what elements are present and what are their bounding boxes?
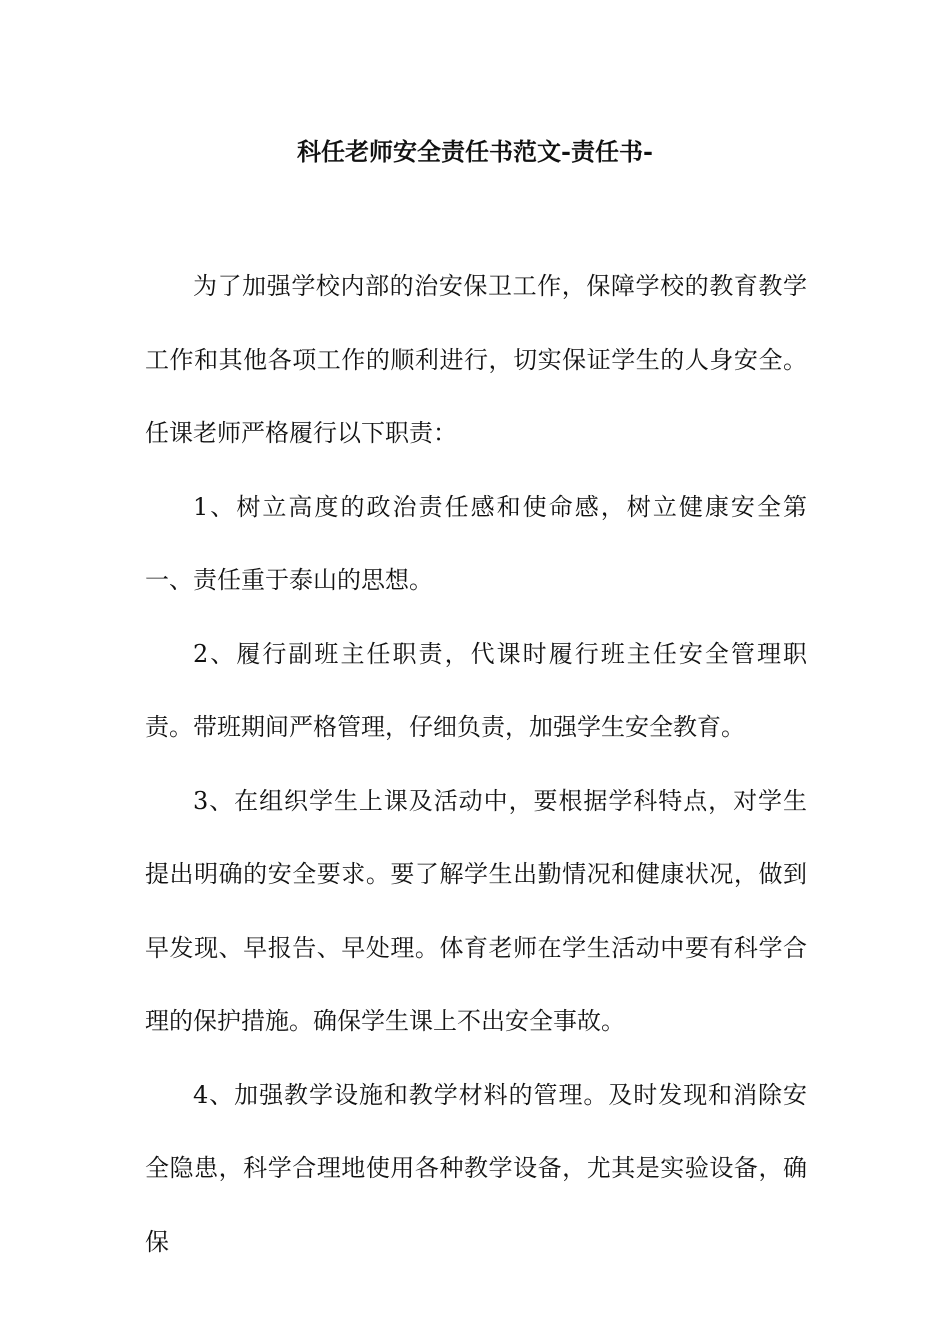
paragraph-item-3: 3、在组织学生上课及活动中，要根据学科特点，对学生提出明确的安全要求。要了解学生出勤情况和健康状况，做到早发现、早报告、早处理。体育老师在学生活动中要有科学合理的保护措施。确保学生课上不出安全事故。 (145, 786, 807, 1035)
document-title: 科任老师安全责任书范文-责任书- (297, 137, 653, 166)
document-body (145, 250, 807, 1279)
paragraph-item-1: 1、树立高度的政治责任感和使命感，树立健康安全第一、责任重于泰山的思想。 (145, 492, 807, 594)
paragraph-intro: 为了加强学校内部的治安保卫工作，保障学校的教育教学工作和其他各项工作的顺利进行，切实保证学生的人身安全。任课老师严格履行以下职责： (145, 272, 807, 447)
paragraph-item-2: 2、履行副班主任职责，代课时履行班主任安全管理职责。带班期间严格管理，仔细负责，加强学生安全教育。 (145, 639, 807, 741)
paragraph-item-4: 4、加强教学设施和教学材料的管理。及时发现和消除安全隐患，科学合理地使用各种教学设备，尤其是实验设备，确保 (145, 1080, 807, 1256)
